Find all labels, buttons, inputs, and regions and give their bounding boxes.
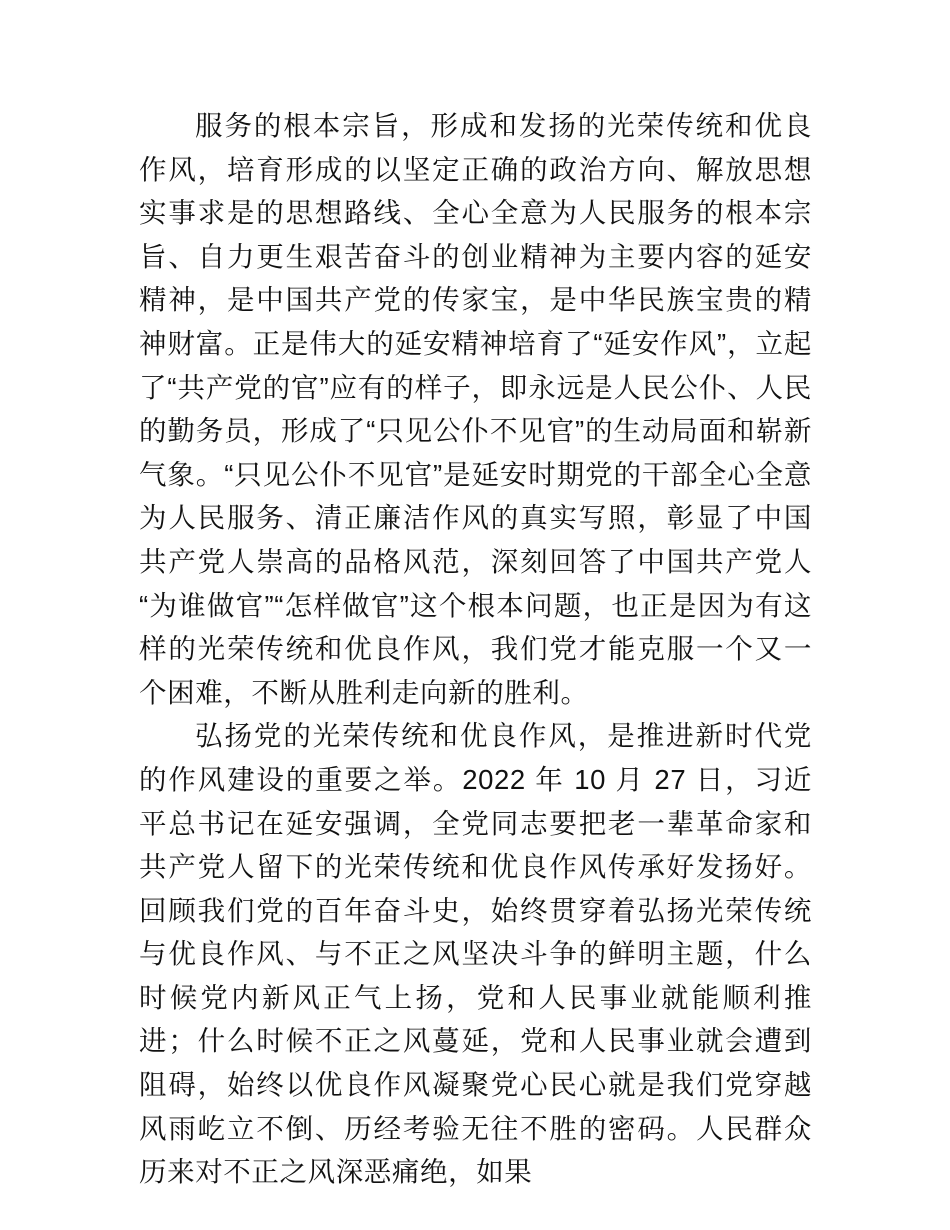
- paragraph-1: 服务的根本宗旨，形成和发扬的光荣传统和优良作风，培育形成的以坚定正确的政治方向、解放思想实事求是的思想路线、全心全意为人民服务的根本宗旨、自力更生艰苦奋斗的创业精神为主要内容的延安精神，是中国共产党的传家宝，是中华民族宝贵的精神财富。正是伟大的延安精神培育了“延安作风”，立起了“共产党的官”应有的样子，即永远是人民公仆、人民的勤务员，形成了“只见公仆不见官”的生动局面和崭新气象。“只见公仆不见官”是延安时期党的干部全心全意为人民服务、清正廉洁作风的真实写照，彰显了中国共产党人崇高的品格风范，深刻回答了中国共产党人“为谁做官”“怎样做官”这个根本问题，也正是因为有这样的光荣传统和优良作风，我们党才能克服一个又一个困难，不断从胜利走向新的胜利。: [139, 110, 812, 708]
- document-text-body: [139, 104, 812, 1194]
- paragraph-2: 弘扬党的光荣传统和优良作风，是推进新时代党的作风建设的重要之举。2022 年 10 月 27 日，习近平总书记在延安强调，全党同志要把老一辈革命家和共产党人留下的光荣传统和优良作风传承好发扬好。回顾我们党的百年奋斗史，始终贯穿着弘扬光荣传统与优良作风、与不正之风坚决斗争的鲜明主题，什么时候党内新风正气上扬，党和人民事业就能顺利推进；什么时候不正之风蔓延，党和人民事业就会遭到阻碍，始终以优良作风凝聚党心民心就是我们党穿越风雨屹立不倒、历经考验无往不胜的密码。人民群众历来对不正之风深恶痛绝，如果: [139, 720, 812, 1188]
